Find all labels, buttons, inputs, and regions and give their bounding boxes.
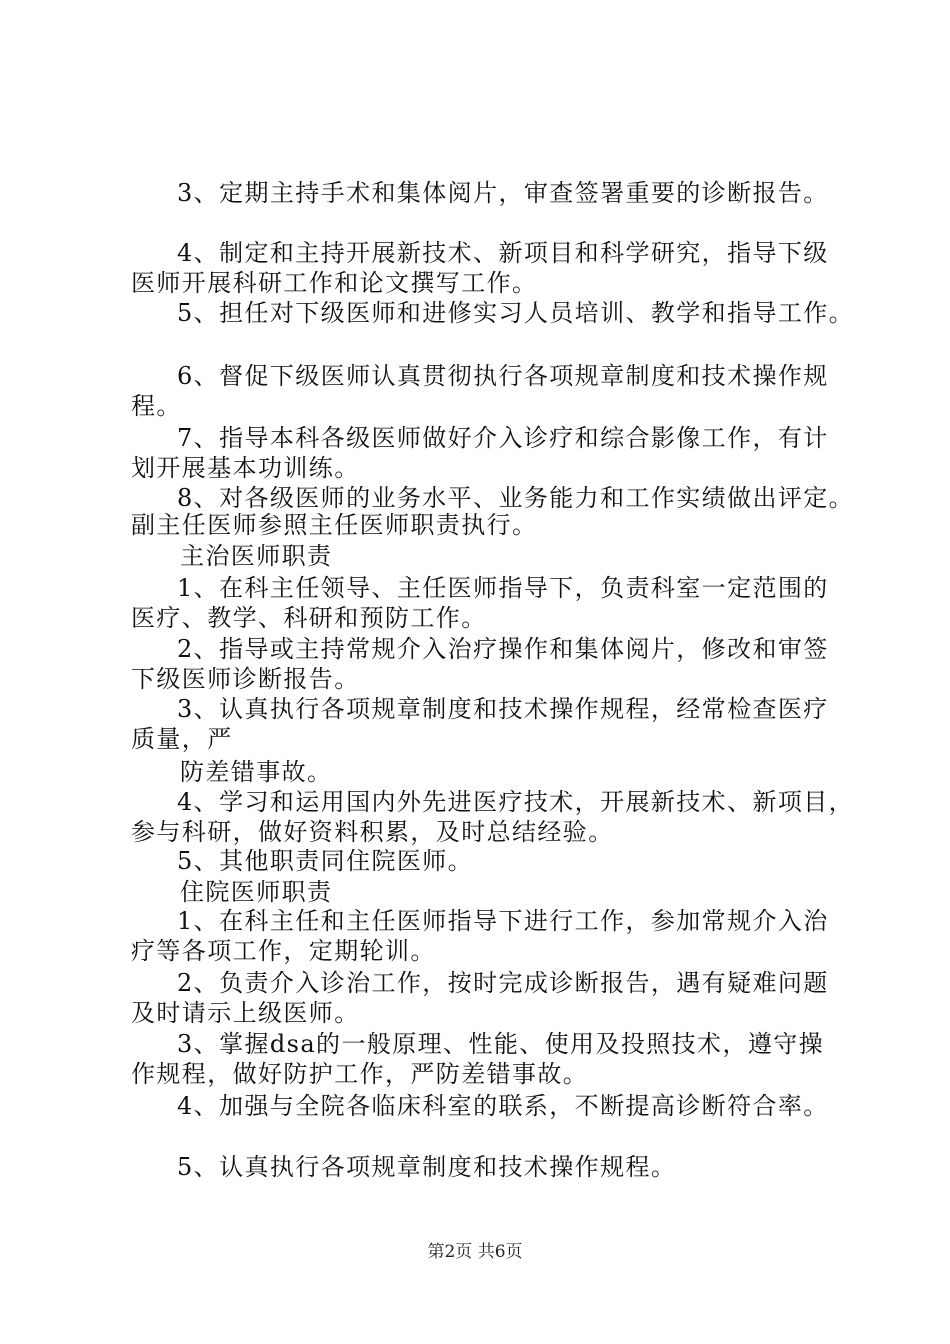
paragraph-line: 5、担任对下级医师和进修实习人员培训、教学和指导工作。 (177, 299, 855, 327)
paragraph-line: 医师开展科研工作和论文撰写工作。 (131, 269, 538, 297)
paragraph-line: 3、定期主持手术和集体阅片，审查签署重要的诊断报告。 (177, 179, 829, 207)
paragraph-line: 划开展基本功训练。 (131, 454, 360, 482)
paragraph-line: 副主任医师参照主任医师职责执行。 (131, 511, 538, 539)
paragraph-line: 1、在科主任和主任医师指导下进行工作，参加常规介入治 (177, 907, 829, 935)
paragraph-line: 防差错事故。 (180, 758, 333, 786)
paragraph-line: 4、学习和运用国内外先进医疗技术，开展新技术、新项目， (177, 788, 855, 816)
paragraph-line: 1、在科主任领导、主任医师指导下，负责科室一定范围的 (177, 574, 829, 602)
paragraph-line: 5、其他职责同住院医师。 (177, 847, 474, 875)
paragraph-line: 5、认真执行各项规章制度和技术操作规程。 (177, 1153, 677, 1181)
paragraph-line: 4、制定和主持开展新技术、新项目和科学研究，指导下级 (177, 239, 829, 267)
paragraph-line: 作规程，做好防护工作，严防差错事故。 (131, 1060, 589, 1088)
paragraph-line: 2、指导或主持常规介入治疗操作和集体阅片，修改和审签 (177, 635, 829, 663)
paragraph-line: 下级医师诊断报告。 (131, 665, 360, 693)
paragraph-line: 7、指导本科各级医师做好介入诊疗和综合影像工作，有计 (177, 424, 829, 452)
paragraph-line: 3、认真执行各项规章制度和技术操作规程，经常检查医疗 (177, 695, 829, 723)
paragraph-line: 3、掌握dsa的一般原理、性能、使用及投照技术，遵守操 (177, 1030, 825, 1058)
paragraph-line: 参与科研，做好资料积累，及时总结经验。 (131, 818, 614, 846)
paragraph-line: 8、对各级医师的业务水平、业务能力和工作实绩做出评定。 (177, 484, 855, 512)
section-heading: 主治医师职责 (180, 542, 333, 570)
page-footer: 第2页 共6页 (427, 1242, 523, 1262)
paragraph-line: 疗等各项工作，定期轮训。 (131, 937, 436, 965)
paragraph-line: 程。 (131, 392, 182, 420)
paragraph-line: 及时请示上级医师。 (131, 999, 360, 1027)
paragraph-line: 6、督促下级医师认真贯彻执行各项规章制度和技术操作规 (177, 362, 829, 390)
paragraph-line: 2、负责介入诊治工作，按时完成诊断报告，遇有疑难问题 (177, 969, 829, 997)
paragraph-line: 4、加强与全院各临床科室的联系，不断提高诊断符合率。 (177, 1092, 829, 1120)
paragraph-line: 质量，严 (131, 725, 233, 753)
section-heading: 住院医师职责 (180, 878, 333, 906)
paragraph-line: 医疗、教学、科研和预防工作。 (131, 604, 487, 632)
